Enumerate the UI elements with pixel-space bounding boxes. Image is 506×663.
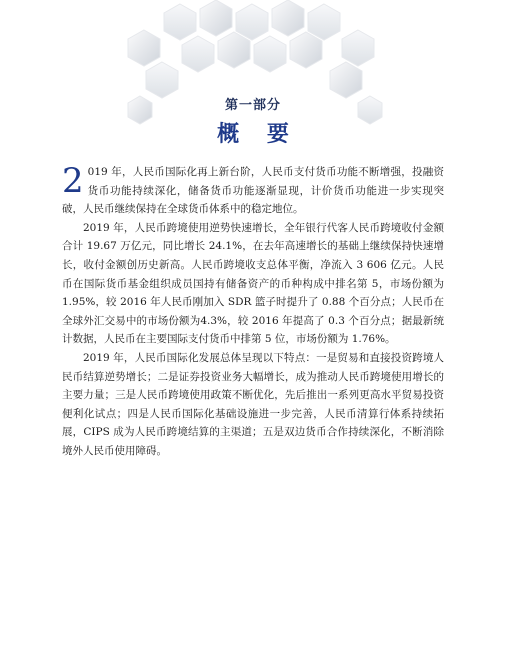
hexagon-shape <box>200 0 232 36</box>
hexagon-shape <box>236 4 268 40</box>
hexagon-shape <box>182 36 214 72</box>
hexagon-shape <box>146 62 178 98</box>
paragraph-1-text: 019 年，人民币国际化再上新台阶，人民币支付货币功能不断增强，投融资货币功能持续深化，储备货币功能逐渐显现，计价货币功能进一步实现突破，人民币继续保持在全球货币体系中的稳定地位。 <box>62 166 444 216</box>
paragraph-1 <box>62 163 444 219</box>
drop-cap: 2 <box>62 161 84 201</box>
paragraph-2: 2019 年，人民币跨境使用逆势快速增长，全年银行代客人民币跨境收付金额合计 19.67 万亿元，同比增长 24.1%，在去年高速增长的基础上继续保持快速增长，收付金额创历史新高。人民币跨境收支总体平衡，净流入 3 606 亿元。人民币在国际货币基金组织成员国持有储备资产的币种构成中排名第 5，市场份额为 1.95%，较 2016 年人民币刚加入 SDR 篮子时提升了 0.88 个百分点；人民币在全球外汇交易中的市场份额为4.3%，较 2016 年提高了 0.3 个百分点；据最新统计数据，人民币在主要国际支付货币中排第 5 位，市场份额为 1.76%。 <box>62 221 444 346</box>
hexagon-shape <box>218 32 250 68</box>
hexagon-shape <box>128 30 160 66</box>
section-title: 概 要 <box>217 122 299 147</box>
hexagon-shape <box>308 4 340 40</box>
hexagon-shape <box>254 36 286 72</box>
paragraph-3: 2019 年，人民币国际化发展总体呈现以下特点：一是贸易和直接投资跨境人民币结算逆势增长；二是证券投资业务大幅增长，成为推动人民币跨境使用增长的主要力量；三是人民币跨境使用政策不断优化，先后推出一系列更高水平贸易投资便利化试点；四是人民币国际化基础设施进一步完善，人民币清算行体系持续拓展，CIPS 成为人民币跨境结算的主渠道；五是双边货币合作持续深化，不断消除境外人民币使用障碍。 <box>62 351 444 457</box>
hexagon-shape <box>272 0 304 36</box>
body-text <box>62 163 444 461</box>
hexagon-shape <box>290 32 322 68</box>
part-label: 第一部分 <box>224 98 281 113</box>
hexagon-shape <box>342 30 374 66</box>
hexagon-shape <box>330 62 362 98</box>
hexagon-shape <box>164 4 196 40</box>
